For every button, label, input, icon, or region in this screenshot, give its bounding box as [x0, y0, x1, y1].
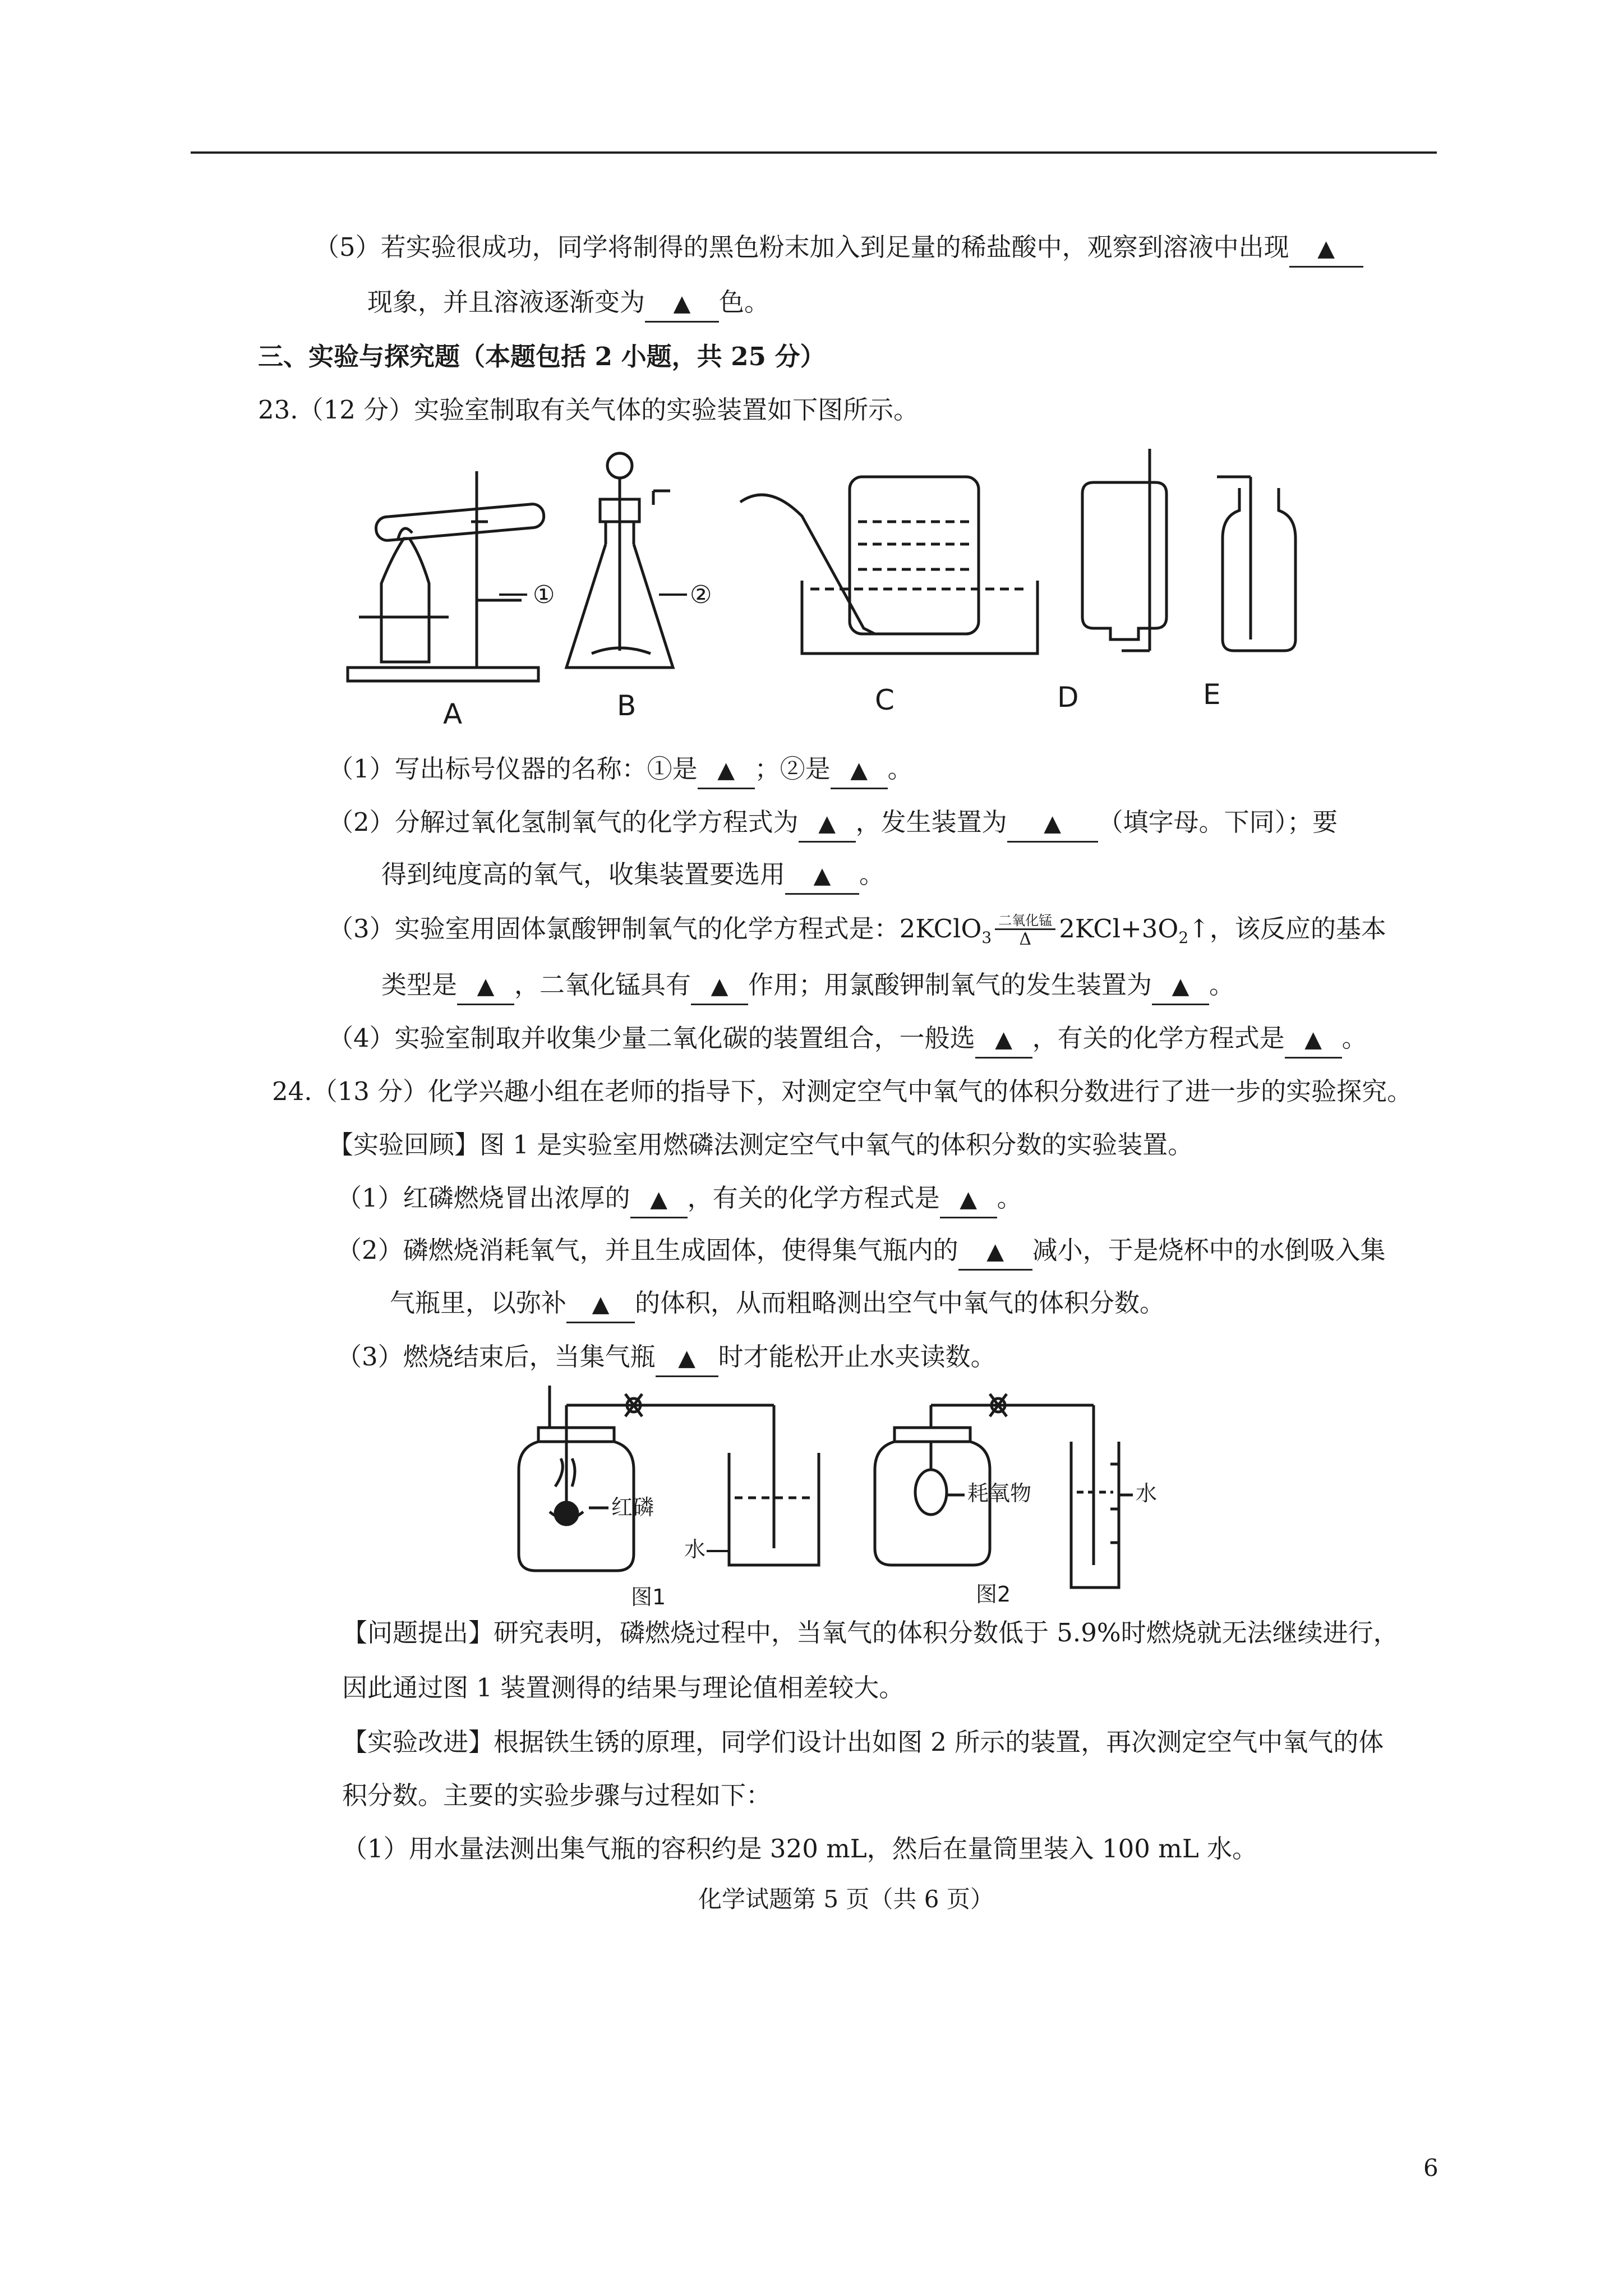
label-n1: ① — [533, 581, 555, 609]
page-number: 6 — [1423, 2154, 1438, 2182]
answer-blank[interactable]: ▲ — [1007, 805, 1098, 843]
apparatus-D — [1082, 449, 1166, 651]
q23-part3-line1: （3）实验室用固体氯酸钾制氧气的化学方程式是：2KClO$_3$ $\frac{\text{二氧化锰}}{\Delta}$ $2KCl+3O_2↑$，该反应的基本 — [328, 913, 1386, 949]
page-footer: 化学试题第 5 页（共 6 页） — [698, 1885, 994, 1913]
q23-part4: （4）实验室制取并收集少量二氧化碳的装置组合，一般选 ▲ ，有关的化学方程式是 ▲ 。 — [328, 1021, 1367, 1059]
q22-part5-line1: （5）若实验很成功，同学将制得的黑色粉末加入到足量的稀盐酸中，观察到溶液中出现 ▲ — [314, 230, 1363, 268]
answer-blank[interactable]: ▲ — [566, 1286, 635, 1323]
q24-part1: （1）红磷燃烧冒出浓厚的 ▲ ，有关的化学方程式是 ▲ 。 — [336, 1181, 1022, 1218]
header-rule — [191, 151, 1437, 154]
q24-review: 【实验回顾】图 1 是实验室用燃磷法测定空气中氧气的体积分数的实验装置。 — [328, 1130, 1193, 1159]
answer-blank[interactable]: ▲ — [645, 285, 719, 323]
answer-blank[interactable]: ▲ — [831, 752, 888, 789]
q23-part2-line1: （2）分解过氧化氢制氧气的化学方程式为 ▲ ，发生装置为 ▲ （填字母。下同）；要 — [328, 805, 1338, 843]
figure-2-caption: 图2 — [976, 1582, 1011, 1607]
q24-improve-line2: 积分数。主要的实验步骤与过程如下： — [342, 1780, 772, 1810]
q22-part5-line2: 现象，并且溶液逐渐变为 ▲ 色。 — [367, 285, 769, 323]
q24-problem-line2: 因此通过图 1 装置测得的结果与理论值相差较大。 — [342, 1673, 905, 1703]
answer-blank[interactable]: ▲ — [457, 968, 514, 1005]
q24-part2-line2: 气瓶里，以弥补 ▲ 的体积，从而粗略测出空气中氧气的体积分数。 — [390, 1286, 1165, 1323]
label-C: C — [875, 684, 895, 716]
answer-blank[interactable]: ▲ — [630, 1181, 688, 1218]
reaction-condition: $\frac{\text{二氧化锰}}{\Delta}$ — [995, 913, 1055, 949]
answer-blank[interactable]: ▲ — [698, 752, 755, 789]
label-E: E — [1203, 678, 1221, 711]
answer-blank[interactable]: ▲ — [1152, 968, 1209, 1005]
answer-blank[interactable]: ▲ — [785, 857, 859, 895]
q23-part3-line2: 类型是 ▲ ，二氧化锰具有 ▲ 作用；用氯酸钾制氧气的发生装置为 ▲ 。 — [381, 968, 1234, 1005]
q24-step1: （1）用水量法测出集气瓶的容积约是 320 mL，然后在量筒里装入 100 mL 水。 — [342, 1834, 1258, 1864]
answer-blank[interactable]: ▲ — [940, 1181, 997, 1218]
answer-blank[interactable]: ▲ — [691, 968, 748, 1005]
answer-blank[interactable]: ▲ — [1285, 1021, 1342, 1059]
apparatus-A — [348, 471, 545, 681]
apparatus-C — [740, 477, 1038, 654]
label-n2: ② — [690, 581, 712, 609]
label-water-2: 水 — [1136, 1481, 1158, 1506]
section-title: 三、实验与探究题（本题包括 2 小题，共 25 分） — [258, 342, 826, 371]
q23-apparatus-figure — [336, 449, 1301, 735]
figure-1-caption: 图1 — [631, 1585, 666, 1609]
q24-improve-line1: 【实验改进】根据铁生锈的原理，同学们设计出如图 2 所示的装置，再次测定空气中氧气的体 — [342, 1727, 1384, 1757]
label-B: B — [617, 689, 637, 722]
label-red-phosphorus: 红磷 — [611, 1495, 654, 1520]
q24-part2-line1: （2）磷燃烧消耗氧气，并且生成固体，使得集气瓶内的 ▲ 减小，于是烧杯中的水倒吸入集 — [336, 1233, 1386, 1271]
apparatus-E — [1217, 477, 1295, 651]
figure-1-apparatus — [519, 1386, 819, 1571]
label-water-1: 水 — [684, 1537, 706, 1562]
q24-problem-line1: 【问题提出】研究表明，磷燃烧过程中，当氧气的体积分数低于 5.9%时燃烧就无法继续进行， — [342, 1618, 1399, 1648]
q23-part1: （1）写出标号仪器的名称：①是 ▲ ；②是 ▲ 。 — [328, 752, 913, 789]
apparatus-B — [566, 453, 673, 668]
q23-part2-line2: 得到纯度高的氧气，收集装置要选用 ▲ 。 — [381, 857, 884, 895]
q24-part3: （3）燃烧结束后，当集气瓶 ▲ 时才能松开止水夹读数。 — [336, 1340, 996, 1377]
label-D: D — [1057, 681, 1079, 714]
answer-blank[interactable]: ▲ — [975, 1021, 1032, 1059]
q23-intro: 23.（12 分）实验室制取有关气体的实验装置如下图所示。 — [258, 395, 919, 425]
answer-blank[interactable]: ▲ — [958, 1233, 1032, 1271]
q24-figures — [505, 1380, 1166, 1610]
label-oxygen-absorber: 耗氧物 — [967, 1481, 1032, 1506]
q24-intro: 24.（13 分）化学兴趣小组在老师的指导下，对测定空气中氧气的体积分数进行了进一步的实验探究。 — [272, 1076, 1413, 1106]
label-A: A — [443, 698, 463, 730]
answer-blank[interactable]: ▲ — [799, 805, 856, 843]
answer-blank[interactable]: ▲ — [656, 1340, 718, 1377]
answer-blank[interactable]: ▲ — [1289, 230, 1363, 268]
